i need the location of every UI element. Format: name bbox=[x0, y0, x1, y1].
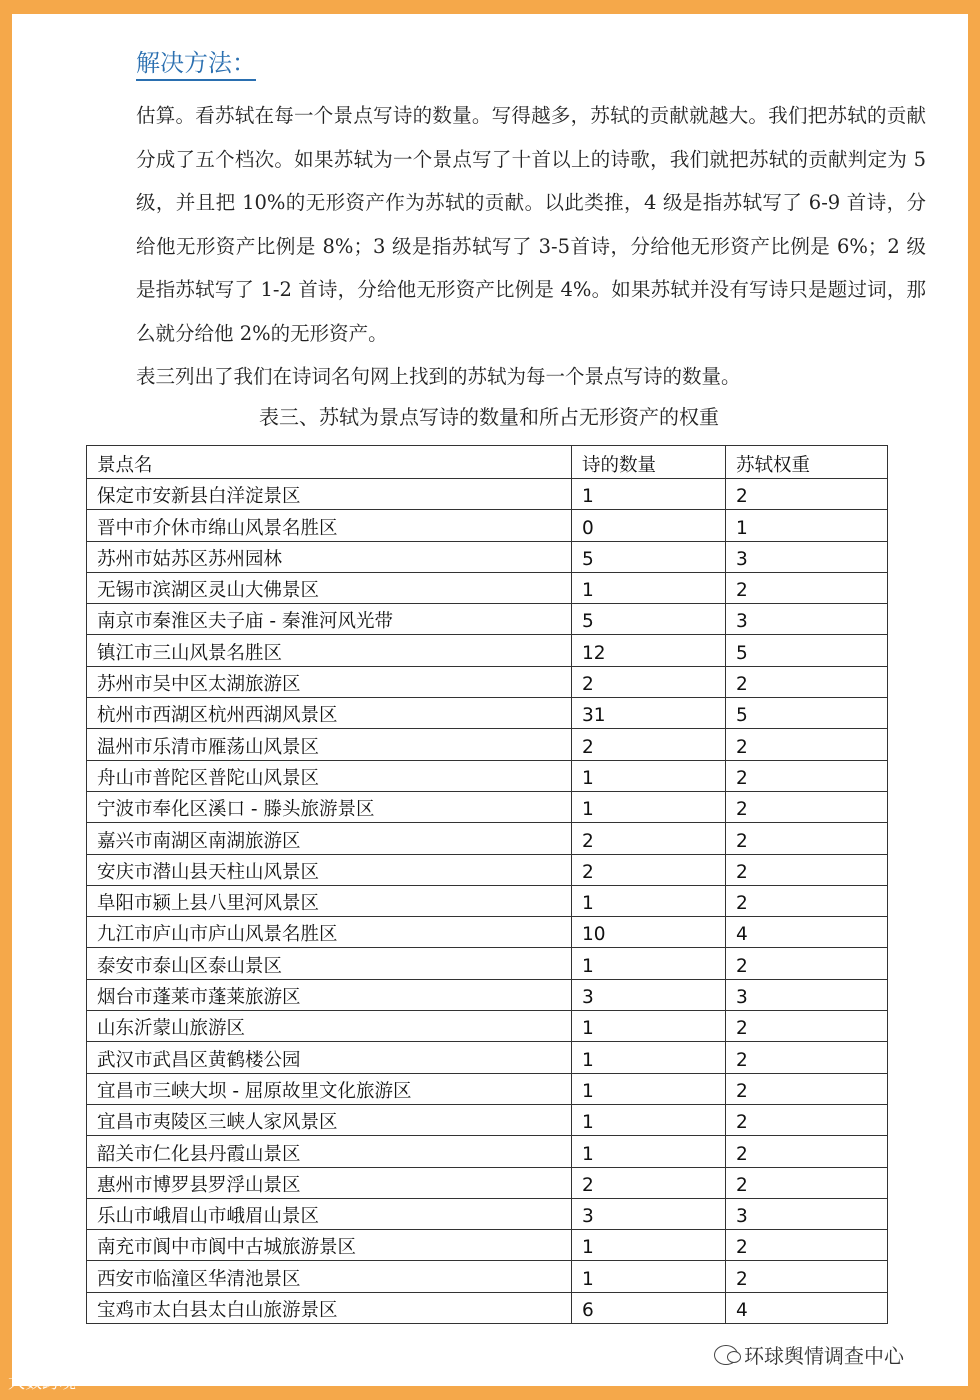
cell-scenic-spot: 惠州市博罗县罗浮山景区 bbox=[87, 1167, 572, 1198]
cell-poem-count: 1 bbox=[572, 1104, 726, 1135]
cell-weight: 2 bbox=[726, 1104, 888, 1135]
cell-weight: 2 bbox=[726, 666, 888, 697]
cell-scenic-spot: 舟山市普陀区普陀山风景区 bbox=[87, 760, 572, 791]
table-row bbox=[87, 917, 888, 948]
cell-weight: 2 bbox=[726, 885, 888, 916]
table-row bbox=[87, 979, 888, 1010]
table-row bbox=[87, 1136, 888, 1167]
cell-poem-count: 1 bbox=[572, 1073, 726, 1104]
table-row bbox=[87, 1198, 888, 1229]
cell-scenic-spot: 嘉兴市南湖区南湖旅游区 bbox=[87, 823, 572, 854]
cell-poem-count: 1 bbox=[572, 479, 726, 510]
cell-weight: 2 bbox=[726, 823, 888, 854]
cell-poem-count: 1 bbox=[572, 1011, 726, 1042]
table-row bbox=[87, 1230, 888, 1261]
table-row bbox=[87, 635, 888, 666]
cell-poem-count: 6 bbox=[572, 1292, 726, 1323]
cell-scenic-spot: 无锡市滨湖区灵山大佛景区 bbox=[87, 572, 572, 603]
cell-weight: 1 bbox=[726, 510, 888, 541]
cell-weight: 5 bbox=[726, 635, 888, 666]
cell-poem-count: 2 bbox=[572, 823, 726, 854]
cell-poem-count: 1 bbox=[572, 760, 726, 791]
data-table bbox=[86, 445, 888, 1324]
cell-weight: 2 bbox=[726, 572, 888, 603]
cell-weight: 4 bbox=[726, 1292, 888, 1323]
cell-weight: 2 bbox=[726, 1167, 888, 1198]
body-text bbox=[136, 94, 926, 399]
column-header: 景点名 bbox=[87, 446, 572, 479]
cell-poem-count: 3 bbox=[572, 979, 726, 1010]
paragraph: 估算。看苏轼在每一个景点写诗的数量。写得越多，苏轼的贡献就越大。我们把苏轼的贡献分成了五个档次。如果苏轼为一个景点写了十首以上的诗歌，我们就把苏轼的贡献判定为 5 级，并且把 10%的无形资产作为苏轼的贡献。以此类推，4 级是指苏轼写了 6-9 首诗，分给他无形资产比例是 8%；3 级是指苏轼写了 3-5首诗，分给他无形资产比例是 6%；2 级是指苏轼写了 1-2 首诗，分给他无形资产比例是 4%。如果苏轼并没有写诗只是题过词，那么就分给他 2%的无形资产。 bbox=[136, 104, 926, 345]
table-body bbox=[87, 479, 888, 1324]
cell-poem-count: 1 bbox=[572, 791, 726, 822]
cell-poem-count: 2 bbox=[572, 666, 726, 697]
cell-poem-count: 1 bbox=[572, 1042, 726, 1073]
table-row bbox=[87, 1261, 888, 1292]
table-row bbox=[87, 1073, 888, 1104]
cell-poem-count: 2 bbox=[572, 1167, 726, 1198]
cell-weight: 4 bbox=[726, 917, 888, 948]
table-row bbox=[87, 760, 888, 791]
table-row bbox=[87, 479, 888, 510]
cell-scenic-spot: 镇江市三山风景名胜区 bbox=[87, 635, 572, 666]
cell-weight: 3 bbox=[726, 541, 888, 572]
section-heading: 解决方法： bbox=[136, 48, 256, 81]
cell-weight: 2 bbox=[726, 760, 888, 791]
cell-scenic-spot: 温州市乐清市雁荡山风景区 bbox=[87, 729, 572, 760]
table-row bbox=[87, 541, 888, 572]
cell-poem-count: 1 bbox=[572, 1136, 726, 1167]
table-row bbox=[87, 698, 888, 729]
document-page bbox=[12, 14, 968, 1386]
table-row bbox=[87, 854, 888, 885]
table-row bbox=[87, 1011, 888, 1042]
cell-poem-count: 1 bbox=[572, 1230, 726, 1261]
cell-scenic-spot: 九江市庐山市庐山风景名胜区 bbox=[87, 917, 572, 948]
cell-poem-count: 0 bbox=[572, 510, 726, 541]
cell-weight: 3 bbox=[726, 604, 888, 635]
cell-weight: 3 bbox=[726, 979, 888, 1010]
cell-poem-count: 1 bbox=[572, 572, 726, 603]
cell-weight: 2 bbox=[726, 1261, 888, 1292]
table-row bbox=[87, 604, 888, 635]
cell-poem-count: 10 bbox=[572, 917, 726, 948]
watermark-right bbox=[714, 1340, 904, 1369]
cell-poem-count: 31 bbox=[572, 698, 726, 729]
table-row bbox=[87, 510, 888, 541]
column-header: 苏轼权重 bbox=[726, 446, 888, 479]
cell-scenic-spot: 南充市阆中市阆中古城旅游景区 bbox=[87, 1230, 572, 1261]
table-row bbox=[87, 823, 888, 854]
cell-poem-count: 3 bbox=[572, 1198, 726, 1229]
watermark-left: 大数跨境 bbox=[8, 1373, 76, 1393]
cell-scenic-spot: 保定市安新县白洋淀景区 bbox=[87, 479, 572, 510]
cell-scenic-spot: 苏州市姑苏区苏州园林 bbox=[87, 541, 572, 572]
cell-poem-count: 12 bbox=[572, 635, 726, 666]
table-header-row bbox=[87, 446, 888, 479]
cell-scenic-spot: 宝鸡市太白县太白山旅游景区 bbox=[87, 1292, 572, 1323]
cell-scenic-spot: 苏州市吴中区太湖旅游区 bbox=[87, 666, 572, 697]
table-caption: 表三、苏轼为景点写诗的数量和所占无形资产的权重 bbox=[259, 405, 719, 429]
cell-weight: 2 bbox=[726, 729, 888, 760]
cell-weight: 2 bbox=[726, 1073, 888, 1104]
table-row bbox=[87, 729, 888, 760]
wechat-icon bbox=[714, 1345, 738, 1365]
cell-poem-count: 5 bbox=[572, 541, 726, 572]
cell-scenic-spot: 安庆市潜山县天柱山风景区 bbox=[87, 854, 572, 885]
cell-scenic-spot: 杭州市西湖区杭州西湖风景区 bbox=[87, 698, 572, 729]
paragraph: 表三列出了我们在诗词名句网上找到的苏轼为每一个景点写诗的数量。 bbox=[136, 365, 741, 388]
cell-weight: 2 bbox=[726, 1042, 888, 1073]
cell-scenic-spot: 阜阳市颍上县八里河风景区 bbox=[87, 885, 572, 916]
cell-weight: 2 bbox=[726, 948, 888, 979]
cell-weight: 2 bbox=[726, 1136, 888, 1167]
cell-weight: 2 bbox=[726, 479, 888, 510]
cell-scenic-spot: 宁波市奉化区溪口 - 滕头旅游景区 bbox=[87, 791, 572, 822]
cell-scenic-spot: 武汉市武昌区黄鹤楼公园 bbox=[87, 1042, 572, 1073]
cell-weight: 2 bbox=[726, 1011, 888, 1042]
table-row bbox=[87, 1042, 888, 1073]
table-row bbox=[87, 1292, 888, 1323]
cell-scenic-spot: 乐山市峨眉山市峨眉山景区 bbox=[87, 1198, 572, 1229]
cell-weight: 2 bbox=[726, 791, 888, 822]
cell-poem-count: 1 bbox=[572, 1261, 726, 1292]
table-row bbox=[87, 885, 888, 916]
cell-weight: 2 bbox=[726, 854, 888, 885]
column-header: 诗的数量 bbox=[572, 446, 726, 479]
cell-poem-count: 1 bbox=[572, 885, 726, 916]
cell-scenic-spot: 宜昌市三峡大坝 - 屈原故里文化旅游区 bbox=[87, 1073, 572, 1104]
cell-scenic-spot: 宜昌市夷陵区三峡人家风景区 bbox=[87, 1104, 572, 1135]
table-row bbox=[87, 572, 888, 603]
table-row bbox=[87, 791, 888, 822]
cell-scenic-spot: 南京市秦淮区夫子庙 - 秦淮河风光带 bbox=[87, 604, 572, 635]
cell-scenic-spot: 泰安市泰山区泰山景区 bbox=[87, 948, 572, 979]
cell-scenic-spot: 山东沂蒙山旅游区 bbox=[87, 1011, 572, 1042]
cell-poem-count: 1 bbox=[572, 948, 726, 979]
cell-poem-count: 5 bbox=[572, 604, 726, 635]
cell-poem-count: 2 bbox=[572, 729, 726, 760]
table-row bbox=[87, 1104, 888, 1135]
cell-scenic-spot: 烟台市蓬莱市蓬莱旅游区 bbox=[87, 979, 572, 1010]
table-row bbox=[87, 666, 888, 697]
cell-scenic-spot: 晋中市介休市绵山风景名胜区 bbox=[87, 510, 572, 541]
cell-scenic-spot: 韶关市仁化县丹霞山景区 bbox=[87, 1136, 572, 1167]
watermark-right-text: 环球舆情调查中心 bbox=[744, 1344, 904, 1368]
cell-scenic-spot: 西安市临潼区华清池景区 bbox=[87, 1261, 572, 1292]
cell-weight: 2 bbox=[726, 1230, 888, 1261]
cell-weight: 3 bbox=[726, 1198, 888, 1229]
table-row bbox=[87, 1167, 888, 1198]
table-row bbox=[87, 948, 888, 979]
cell-poem-count: 2 bbox=[572, 854, 726, 885]
cell-weight: 5 bbox=[726, 698, 888, 729]
